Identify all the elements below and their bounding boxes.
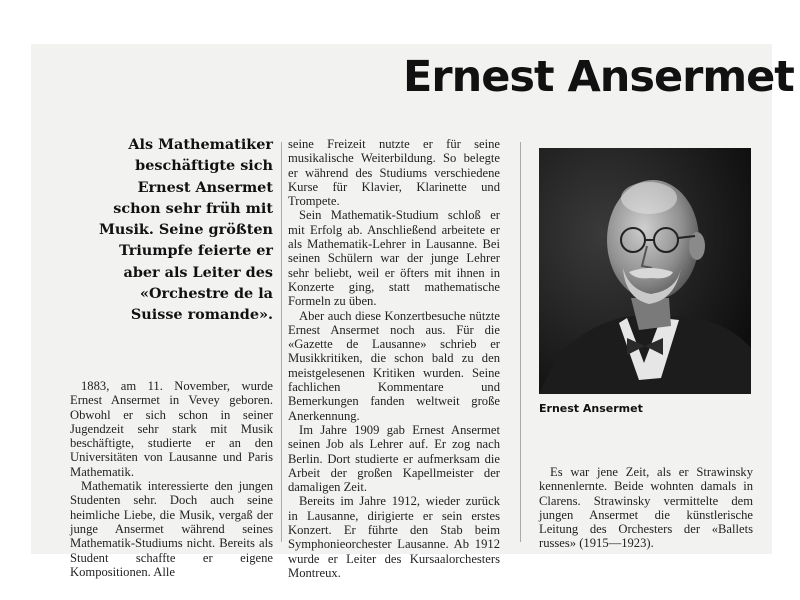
- paragraph: Bereits im Jahre 1912, wieder zurück in Lausanne, dirigierte er sein erstes Konzert. Er führte den Stab beim Symphonieorchester Lausanne. Ab 1912 wurde er Leiter des Kursaalorchesters Montreux.: [288, 494, 500, 580]
- paragraph: seine Freizeit nutzte er für seine musikalische Weiterbildung. So belegte er während des Studiums verschiedene Kurse für Klavier, Klarinette und Trompete.: [288, 137, 500, 209]
- text-column-3: [539, 465, 753, 551]
- article-title: Ernest Ansermet: [403, 52, 794, 102]
- paragraph: 1883, am 11. November, wurde Ernest Ansermet in Vevey geboren. Obwohl er sich schon in seiner Jugendzeit sehr stark mit Musik beschäftigte, studierte er an den Universitäten von Lausanne und Paris Mathematik.: [70, 379, 273, 479]
- portrait-image: [539, 148, 751, 394]
- paragraph: Mathematik interessierte den jungen Studenten sehr. Doch auch seine heimliche Liebe, die Musik, vergaß der junge Ansermet während seines Mathematik-Studiums nicht. Bereits als Student schaffte er eigene Kompositionen. Alle: [70, 479, 273, 579]
- paragraph: Aber auch diese Konzertbesuche nützte Ernest Ansermet noch aus. Für die «Gazette de Lausanne» schrieb er Musikkritiken, die schon bald zu den meistgelesenen Kritiken wurden. Seine fachlichen Kommentare und Bemerkungen fanden weltweit große Anerkennung.: [288, 308, 500, 423]
- column-divider: [520, 142, 521, 542]
- magazine-page: [31, 44, 794, 580]
- paragraph: Sein Mathematik-Studium schloß er mit Erfolg ab. Anschließend arbeitete er als Mathematik-Lehrer in Lausanne. Bei seinen Schülern war der junge Lehrer sehr beliebt, weil er öfters mit ihnen in Konzerte ging, statt mathematische Formeln zu üben.: [288, 208, 500, 309]
- text-column-1: [70, 379, 273, 579]
- article-lead: Als Mathematiker beschäftigte sich Ernest Ansermet schon sehr früh mit Musik. Seine größten Triumpfe feierte er aber als Leiter des «Orchestre de la Suisse romande».: [98, 136, 273, 324]
- text-column-2: [288, 137, 500, 580]
- paragraph: Es war jene Zeit, als er Strawinsky kennenlernte. Beide wohnten damals in Clarens. Strawinsky vermittelte dem jungen Ansermet die künstlerische Leitung des Orchesters der «Ballets russes» (1915—1923).: [539, 465, 753, 551]
- portrait-photo: [539, 148, 751, 394]
- paragraph: Im Jahre 1909 gab Ernest Ansermet seinen Job als Lehrer auf. Er zog nach Berlin. Dort studierte er aufmerksam die Arbeit der großen Kapellmeister der damaligen Zeit.: [288, 422, 500, 495]
- column-divider: [281, 142, 282, 542]
- photo-caption: Ernest Ansermet: [539, 402, 643, 415]
